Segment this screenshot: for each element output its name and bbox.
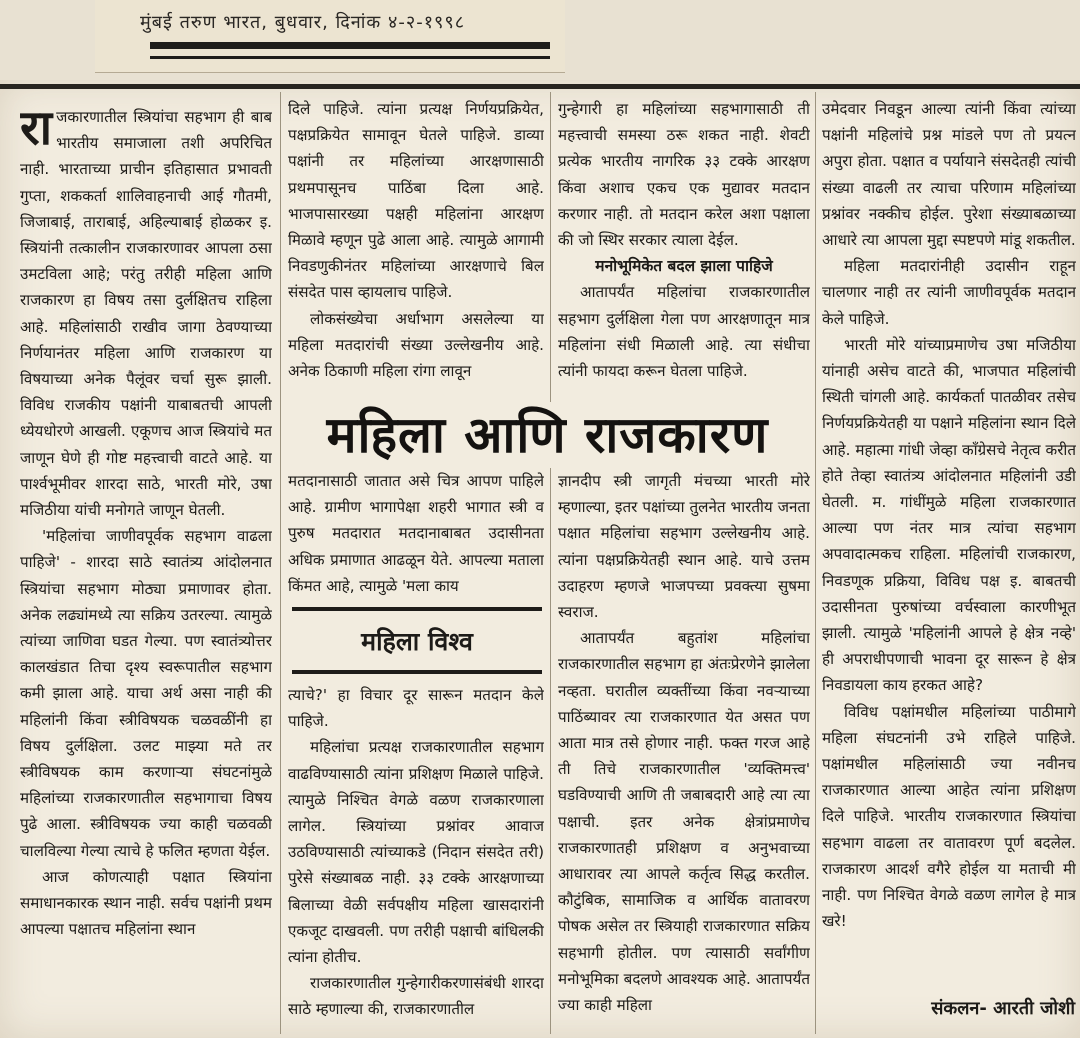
article-column-2-top <box>288 96 544 396</box>
article-column-2-bottom <box>288 682 544 1034</box>
paragraph: 'महिलांचा जाणीवपूर्वक सहभाग वाढला पाहिजे' - शारदा साठे स्वातंत्र्य आंदोलनात स्त्रियांचा सहभाग मोठ्या प्रमाणावर होता. अनेक लढ्यांमध्ये त्या सक्रिय उतरल्या. त्यामुळे त्यांच्या जाणिवा घडत गेल्या. पण स्वातंत्र्योत्तर कालखंडात तिचा दृश्य स्वरूपातील सहभाग कमी झाला आहे. याचा अर्थ असा नाही की महिलांनी किंवा स्त्रीविषयक चळवळींनी हा विषय दुर्लक्षिला. उलट माझ्या मते तर स्त्रीविषयक काम करणाऱ्या संघटनांमुळे महिलांच्या राजकारणातील सहभागाचा विषय पुढे आला. स्त्रीविषयक ज्या काही चळवळी चालविल्या गेल्या त्याचे हे फलित म्हणता येईल. <box>20 527 272 860</box>
section-rule-top <box>292 607 542 611</box>
author-credit: संकलन- आरती जोशी <box>931 998 1075 1019</box>
article-column-4 <box>822 96 1076 1036</box>
paragraph: त्याचे?' हा विचार दूर सारून मतदान केले पाहिजे. <box>288 686 544 731</box>
article-column-3-top <box>558 96 810 396</box>
paragraph: लोकसंख्येचा अर्धाभाग असलेल्या या महिला मतदारांची संख्या उल्लेखनीय आहे. अनेक ठिकाणी महिला रांगा लावून <box>288 309 544 381</box>
paragraph: आतापर्यंत बहुतांश महिलांचा राजकारणातील सहभाग हा अंतःप्रेरणेने झालेला नव्हता. घरातील व्यक्तींच्या किंवा नवऱ्याच्या पाठिंब्यावर त्या राजकारणात येत असत पण आता मात्र तसे होणार नाही. फक्त गरज आहे ती तिचे राजकारणातील 'व्यक्तिमत्त्व' घडविण्याची आणि ती जबाबदारी आहे त्या त्या पक्षाची. इतर अनेक क्षेत्रांप्रमाणेच राजकारणातही प्रशिक्षण व अनुभवाच्या आधारावर त्या आपले कर्तृत्व सिद्ध करतील. कौटुंबिक, सामाजिक व आर्थिक वातावरण पोषक असेल तर स्त्रियाही राजकारणात सक्रिय सहभागी होतील. पण त्यासाठी सर्वांगीण मनोभूमिका बदलणे आवश्यक आहे. आतापर्यंत ज्या काही महिला <box>558 629 810 1015</box>
section-rule-bottom <box>292 670 542 674</box>
paragraph: भारती मोरे यांच्याप्रमाणेच उषा मजिठीया यांनाही असेच वाटते की, भाजपात महिलांची स्थिती चांगली आहे. कार्यकर्ता पातळीवर तसेच निर्णयप्रक्रियेतही या पक्षाने महिलांना स्थान दिले आहे. महात्मा गांधी जेव्हा काँग्रेसचे नेतृत्व करीत होते तेव्हा स्वातंत्र्य आंदोलनात महिलांनी उडी घेतली. म. गांधींमुळे महिला राजकारणात आल्या पण नंतर मात्र त्यांचा सहभाग अपवादात्मकच राहिला. महिलांची राजकारण, निवडणूक प्रक्रिया, विविध पक्ष इ. बाबतची उदासीनता पुरुषांच्या वर्चस्वाला कारणीभूत झाली. त्यामुळे 'महिलांनी आपले हे क्षेत्र नव्हे' ही अपराधीपणाची भावना दूर सारून हे क्षेत्र निवडायला काय हरकत आहे? <box>822 335 1076 695</box>
paragraph: आज कोणत्याही पक्षात स्त्रियांना समाधानकारक स्थान नाही. सर्वच पक्षांनी प्रथम आपल्या पक्षातच महिलांना स्थान <box>20 867 272 939</box>
paragraph: महिला मतदारांनीही उदासीन राहून चालणार नाही तर त्यांनी जाणीवपूर्वक मतदान केले पाहिजे. <box>822 257 1076 328</box>
paragraph: गुन्हेगारी हा महिलांच्या सहभागासाठी ती महत्त्वाची समस्या ठरू शकत नाही. शेवटी प्रत्येक भारतीय नागरिक ३३ टक्के आरक्षण किंवा अशाच एकच एक मुद्यावर मतदान करणार नाही. तो मतदान करेल अशा पक्षाला की जो स्थिर सरकार त्याला देईल. <box>558 100 810 250</box>
paragraph: उमेदवार निवडून आल्या त्यांनी किंवा त्यांच्या पक्षांनी महिलांचे प्रश्न मांडले पण तो प्रयत्न अपुरा होता. पक्षात व पर्यायाने संसदेतही त्यांची संख्या वाढली तर त्याचा परिणाम महिलांच्या प्रश्नांवर नक्कीच होईल. पुरेशा संख्याबळाच्या आधारे त्या आपला मुद्दा स्पष्टपणे मांडू शकतील. <box>822 100 1076 250</box>
article-column-1 <box>20 104 272 1034</box>
column-divider <box>815 92 816 1034</box>
paragraph: विविध पक्षांमधील महिलांच्या पाठीमागे महिला संघटनांनी उभे राहिले पाहिजे. पक्षांमधील महिलांसाठी ज्या नवीनच राजकारणात आल्या आहेत त्यांना प्रशिक्षण दिले पाहिजे. भारतीय राजकारणात स्त्रियांचा सहभाग वाढला तर वातावरण पूर्ण बदलेल. राजकारण आदर्श वगैरे होईल या मताची मी नाही. पण निश्चित वेगळे वळण लागेल हे मात्र खरे! <box>822 702 1076 931</box>
paragraph: दिले पाहिजे. त्यांना प्रत्यक्ष निर्णयप्रक्रियेत, पक्षप्रक्रियेत सामावून घेतले पाहिजे. डाव्या पक्षांनी तर महिलांच्या आरक्षणासाठी प्रथमपासूनच पाठिंबा दिला आहे. भाजपासारख्या पक्षही महिलांना आरक्षण मिळावे म्हणून पुढे आला आहे. त्यामुळे आगामी निवडणुकीनंतर महिलांच्या आरक्षणाचे बिल संसदेत पास व्हायलाच पाहिजे. <box>288 100 544 302</box>
top-rule <box>0 84 1080 89</box>
masthead-rule-thin <box>150 56 550 59</box>
subheading: मनोभूमिकेत बदल झाला पाहिजे <box>595 257 773 276</box>
paragraph: राजकारणातील गुन्हेगारीकरणासंबंधी शारदा साठे म्हणाल्या की, राजकारणातील <box>288 974 544 1019</box>
drop-cap: रा <box>20 104 53 156</box>
paragraph: जकारणातील स्त्रियांचा सहभाग ही बाब भारतीय समाजाला तशी अपरिचित नाही. भारताच्या प्राचीन इतिहासात प्रभावती गुप्ता, शककर्ता शालिवाहनाची आई गौतमी, जिजाबाई, ताराबाई, अहिल्याबाई होळकर इ. स्त्रियांनी तत्कालीन राजकारणावर आपला ठसा उमटविला आहे; परंतु तरीही महिला आणि राजकारण हा विषय तसा दुर्लक्षितच राहिला आहे. महिलांसाठी राखीव जागा ठेवण्याच्या निर्णयानंतर महिला आणि राजकारण या विषयाच्या अनेक पैलूंवर चर्चा सुरू झाली. विविध राजकीय पक्षांनी याबाबतची आपली ध्येयधोरणे आखली. एकूणच आज स्त्रियांचे मत जाणून घेणे ही गोष्ट महत्त्वाची वाटते आहे. या पार्श्वभूमीवर शारदा साठे, भारती मोरे, उषा मजिठीया यांची मनोगते जाणून घेतली. <box>20 108 272 520</box>
article-column-3-bottom <box>558 468 810 1034</box>
paragraph: मतदानासाठी जातात असे चित्र आपण पाहिले आहे. ग्रामीण भागापेक्षा शहरी भागात स्त्री व पुरुष मतदारात मतदानाबाबत उदासीनता अधिक प्रमाणात आढळून येते. आपल्या मताला किंमत आहे, त्यामुळे 'मला काय <box>288 472 544 595</box>
paragraph: आतापर्यंत महिलांचा राजकारणातील सहभाग दुर्लक्षिला गेला पण आरक्षणातून मात्र महिलांना संधी मिळाली आहे. त्या संधीचा त्यांनी फायदा करून घेतला पाहिजे. <box>558 283 810 381</box>
paragraph: ज्ञानदीप स्त्री जागृती मंचच्या भारती मोरे म्हणाल्या, इतर पक्षांच्या तुलनेत भारतीय जनता पक्षात महिलांचा सहभाग उल्लेखनीय आहे. त्यांना पक्षप्रक्रियेतही स्थान आहे. याचे उत्तम उदाहरण म्हणजे भाजपच्या प्रवक्त्या सुषमा स्वराज. <box>558 472 810 622</box>
article-column-2-middle <box>288 468 544 604</box>
article-headline: महिला आणि राजकारण <box>326 406 769 464</box>
masthead-rule-thick <box>150 42 550 49</box>
column-divider <box>550 468 551 1034</box>
column-divider <box>280 92 281 1034</box>
masthead-dateline: मुंबई तरुण भारत, बुधवार, दिनांक ४-२-१९९८ <box>140 12 466 33</box>
paragraph: महिलांचा प्रत्यक्ष राजकारणातील सहभाग वाढविण्यासाठी त्यांना प्रशिक्षण मिळाले पाहिजे. त्यामुळे निश्चित वेगळे वळण राजकारणाला लागेल. स्त्रियांच्या प्रश्नांवर आवाज उठविण्यासाठी त्यांच्याकडे (निदान संसदेत तरी) पुरेसे संख्याबळ नाही. ३३ टक्के आरक्षणाच्या बिलाच्या वेळी सर्वपक्षीय महिला खासदारांनी एकजूट दाखवली. पण तरीही पक्षाची बांधिलकी त्यांना होतीच. <box>288 738 544 967</box>
column-divider <box>550 92 551 402</box>
section-title: महिला विश्व <box>361 627 473 656</box>
